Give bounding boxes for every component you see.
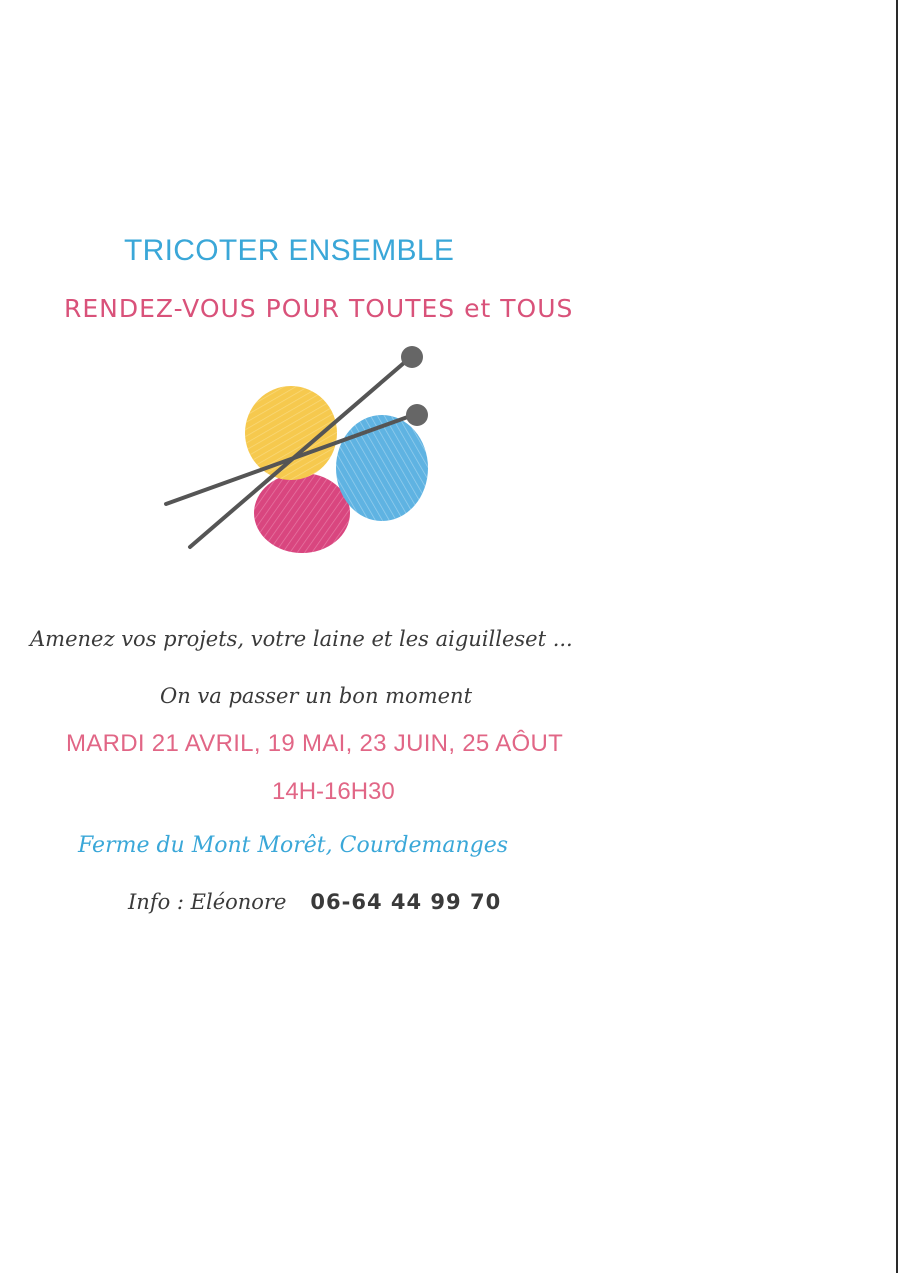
yarn-balls-knitting-needles-icon	[160, 340, 450, 555]
bring-projects-line: Amenez vos projets, votre laine et les aiguilleset ...	[30, 627, 573, 651]
good-moment-line: On va passer un bon moment	[160, 684, 473, 708]
needle-knob-1	[401, 346, 423, 368]
contact-info	[128, 890, 501, 914]
meeting-hours: 14H-16H30	[272, 778, 395, 805]
contact-label: Info : Eléonore	[128, 890, 287, 914]
meeting-location: Ferme du Mont Morêt, Courdemanges	[78, 833, 509, 858]
meeting-dates: MARDI 21 AVRIL, 19 MAI, 23 JUIN, 25 AÔUT	[66, 730, 564, 757]
poster-subtitle: RENDEZ-VOUS POUR TOUTES et TOUS	[64, 294, 574, 323]
contact-phone: 06-64 44 99 70	[310, 890, 502, 914]
needle-knob-2	[406, 404, 428, 426]
poster-title: TRICOTER ENSEMBLE	[124, 234, 455, 267]
